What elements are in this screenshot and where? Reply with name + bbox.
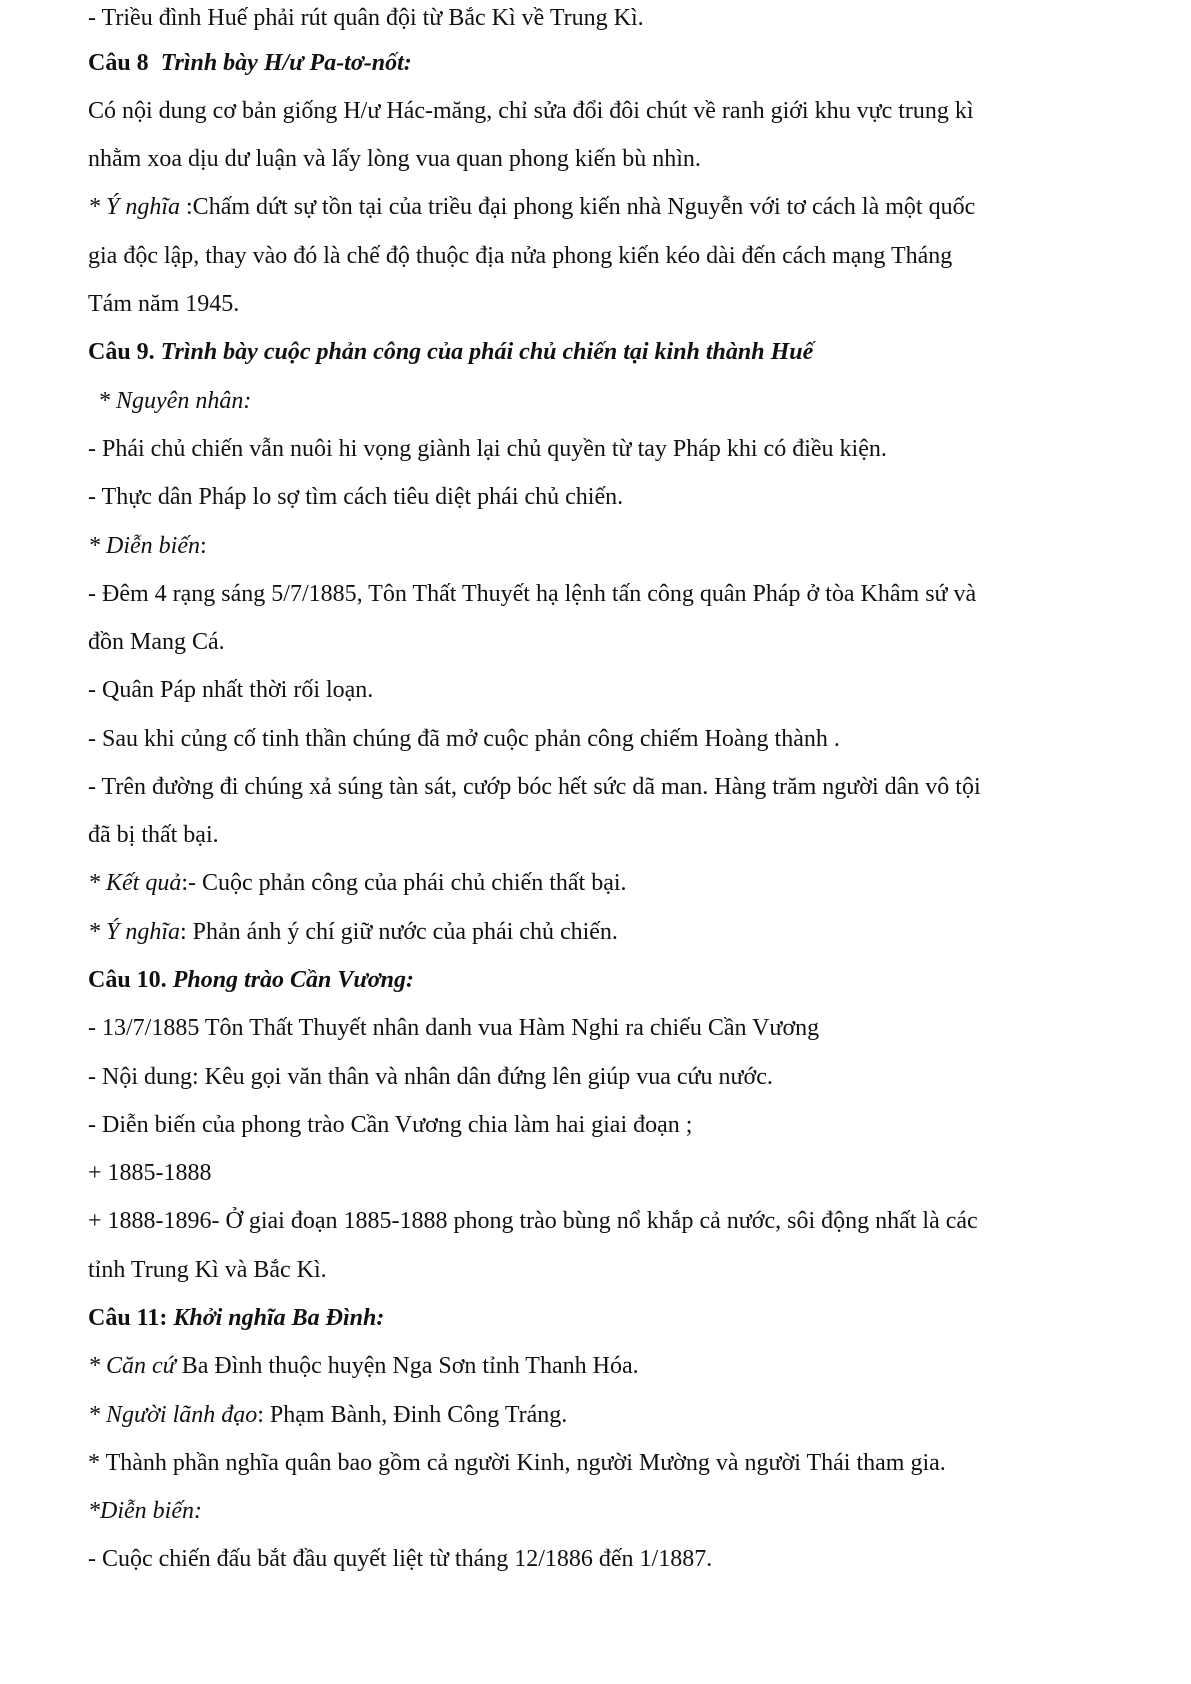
- text-line: - 13/7/1885 Tôn Thất Thuyết nhân danh vua Hàm Nghi ra chiếu Cần Vương: [88, 1015, 820, 1041]
- question-number: Câu 8: [88, 50, 149, 76]
- text-line: [88, 1351, 639, 1381]
- text-content: :: [199, 533, 207, 559]
- text-line: - Phái chủ chiến vẫn nuôi hi vọng giành lại chủ quyền từ tay Pháp khi có điều kiện.: [88, 436, 887, 462]
- question-title: Phong trào Cần Vương:: [166, 967, 415, 993]
- text-line: [88, 917, 618, 947]
- text-line: Có nội dung cơ bản giống H/ư Hác-măng, chỉ sửa đổi đôi chút về ranh giới khu vực trung kì: [88, 98, 974, 124]
- text-label: * Người lãnh đạo: [88, 1402, 258, 1428]
- text-line: - Diễn biến của phong trào Cần Vương chia làm hai giai đoạn ;: [88, 1112, 693, 1138]
- text-label: * Kết quả: [88, 870, 182, 896]
- text-content: Ba Đình thuộc huyện Nga Sơn tỉnh Thanh Hóa.: [175, 1353, 639, 1379]
- text-label: * Diễn biến: [88, 533, 200, 559]
- text-line: * Thành phần nghĩa quân bao gồm cả người Kinh, người Mường và người Thái tham gia.: [88, 1450, 946, 1476]
- question-heading: [88, 965, 414, 995]
- text-line: *Diễn biến:: [88, 1498, 202, 1524]
- text-line: gia độc lập, thay vào đó là chế độ thuộc địa nửa phong kiến kéo dài đến cách mạng Tháng: [88, 243, 953, 269]
- question-title: Trình bày H/ư Pa-tơ-nốt:: [160, 50, 412, 76]
- text-label: * Căn cứ: [88, 1353, 176, 1379]
- question-title: Khởi nghĩa Ba Đình:: [167, 1305, 385, 1331]
- text-line: - Đêm 4 rạng sáng 5/7/1885, Tôn Thất Thuyết hạ lệnh tấn công quân Pháp ở tòa Khâm sứ và: [88, 581, 977, 607]
- text-line: + 1885-1888: [88, 1160, 212, 1186]
- text-line: - Thực dân Pháp lo sợ tìm cách tiêu diệt phái chủ chiến.: [88, 484, 624, 510]
- question-number: Câu 10.: [88, 967, 167, 993]
- text-content: : Phạm Bành, Đinh Công Tráng.: [257, 1402, 568, 1428]
- text-line: * Nguyên nhân:: [98, 388, 252, 414]
- text-line: đồn Mang Cá.: [88, 629, 225, 655]
- text-line: - Quân Páp nhất thời rối loạn.: [88, 677, 374, 703]
- text-line: - Sau khi củng cố tinh thần chúng đã mở cuộc phản công chiếm Hoàng thành .: [88, 726, 840, 752]
- text-line: [88, 868, 627, 898]
- text-content: :- Cuộc phản công của phái chủ chiến thất bại.: [181, 870, 627, 896]
- text-line: - Trên đường đi chúng xả súng tàn sát, cướp bóc hết sức dã man. Hàng trăm người dân vô tội: [88, 774, 981, 800]
- text-line: Tám năm 1945.: [88, 291, 240, 317]
- text-line: [88, 192, 975, 222]
- text-line: - Cuộc chiến đấu bắt đầu quyết liệt từ tháng 12/1886 đến 1/1887.: [88, 1546, 713, 1572]
- text-line: [88, 531, 207, 561]
- text-line: - Triều đình Huế phải rút quân đội từ Bắc Kì về Trung Kì.: [88, 5, 644, 31]
- question-number: Câu 11:: [88, 1305, 168, 1331]
- text-content: : Phản ánh ý chí giữ nước của phái chủ chiến.: [180, 919, 618, 945]
- text-line: [88, 1400, 567, 1430]
- question-heading: [88, 48, 412, 78]
- text-line: + 1888-1896- Ở giai đoạn 1885-1888 phong trào bùng nổ khắp cả nước, sôi động nhất là các: [88, 1208, 978, 1234]
- question-heading: [88, 1303, 384, 1333]
- text-label: * Ý nghĩa: [88, 919, 181, 945]
- question-title: Trình bày cuộc phản công của phái chủ chiến tại kinh thành Huế: [154, 339, 814, 365]
- question-heading: [88, 337, 813, 367]
- question-number: Câu 9.: [88, 339, 155, 365]
- text-line: - Nội dung: Kêu gọi văn thân và nhân dân đứng lên giúp vua cứu nước.: [88, 1064, 773, 1090]
- text-line: tỉnh Trung Kì và Bắc Kì.: [88, 1257, 327, 1283]
- text-label: * Ý nghĩa: [88, 194, 181, 220]
- text-content: :Chấm dứt sự tồn tại của triều đại phong kiến nhà Nguyễn với tơ cách là một quốc: [180, 194, 976, 220]
- text-line: đã bị thất bại.: [88, 822, 219, 848]
- text-line: nhằm xoa dịu dư luận và lấy lòng vua quan phong kiến bù nhìn.: [88, 146, 701, 172]
